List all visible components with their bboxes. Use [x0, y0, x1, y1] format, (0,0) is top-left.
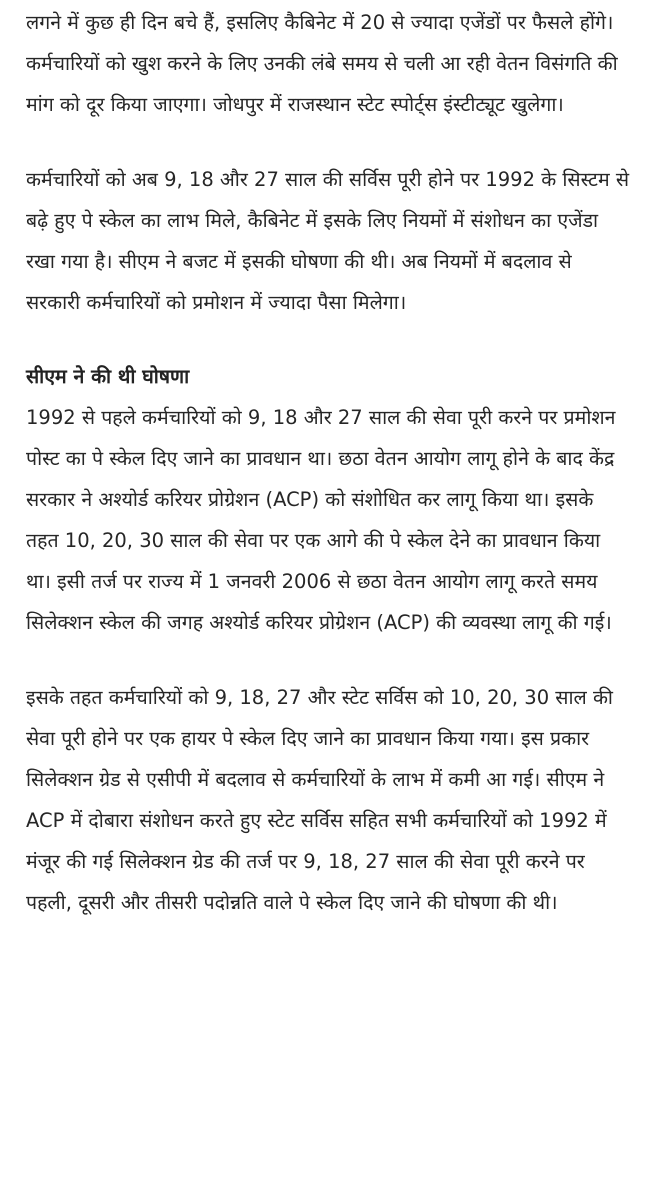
paragraph-acp-history: 1992 से पहले कर्मचारियों को 9, 18 और 27 साल की सेवा पूरी करने पर प्रमोशन पोस्ट का पे स्केल दिए जाने का प्रावधान था। छठा वेतन आयोग लागू होने के बाद केंद्र सरकार ने अश्योर्ड करियर प्रोग्रेशन (ACP) को संशोधित कर लागू किया था। इसके तहत 10, 20, 30 साल की सेवा पर एक आगे की पे स्केल देने का प्रावधान किया था। इसी तर्ज पर राज्य में 1 जनवरी 2006 से छठा वेतन आयोग लागू करते समय सिलेक्शन स्केल की जगह अश्योर्ड करियर प्रोग्रेशन (ACP) की व्यवस्था लागू की गई।	[26, 406, 616, 634]
paragraph-cabinet-agenda: लगने में कुछ ही दिन बचे हैं, इसलिए कैबिनेट में 20 से ज्यादा एजेंडों पर फैसले होंगे। कर्मचारियों को खुश करने के लिए उनकी लंबे समय से चली आ रही वेतन विसंगति की मांग को दूर किया जाएगा। जोधपुर में राजस्थान स्टेट स्पोर्ट्स इंस्टीट्यूट खुलेगा।	[26, 11, 618, 116]
paragraph-pay-scale-benefit: कर्मचारियों को अब 9, 18 और 27 साल की सर्विस पूरी होने पर 1992 के सिस्टम से बढ़े हुए पे स्केल का लाभ मिले, कैबिनेट में इसके लिए नियमों में संशोधन का एजेंडा रखा गया है। सीएम ने बजट में इसकी घोषणा की थी। अब नियमों में बदलाव से सरकारी कर्मचारियों को प्रमोशन में ज्यादा पैसा मिलेगा।	[26, 168, 630, 314]
paragraph-cm-announcement: इसके तहत कर्मचारियों को 9, 18, 27 और स्टेट सर्विस को 10, 20, 30 साल की सेवा पूरी होने पर एक हायर पे स्केल दिए जाने का प्रावधान किया गया। इस प्रकार सिलेक्शन ग्रेड से एसीपी में बदलाव से कर्मचारियों के लाभ में कमी आ गई। सीएम ने ACP में दोबारा संशोधन करते हुए स्टेट सर्विस सहित सभी कर्मचारियों को 1992 में मंजूर की गई सिलेक्शन ग्रेड की तर्ज पर 9, 18, 27 साल की सेवा पूरी करने पर पहली, दूसरी और तीसरी पदोन्नति वाले पे स्केल दिए जाने की घोषणा की थी।	[26, 686, 613, 914]
section-heading: सीएम ने की थी घोषणा	[26, 365, 190, 388]
